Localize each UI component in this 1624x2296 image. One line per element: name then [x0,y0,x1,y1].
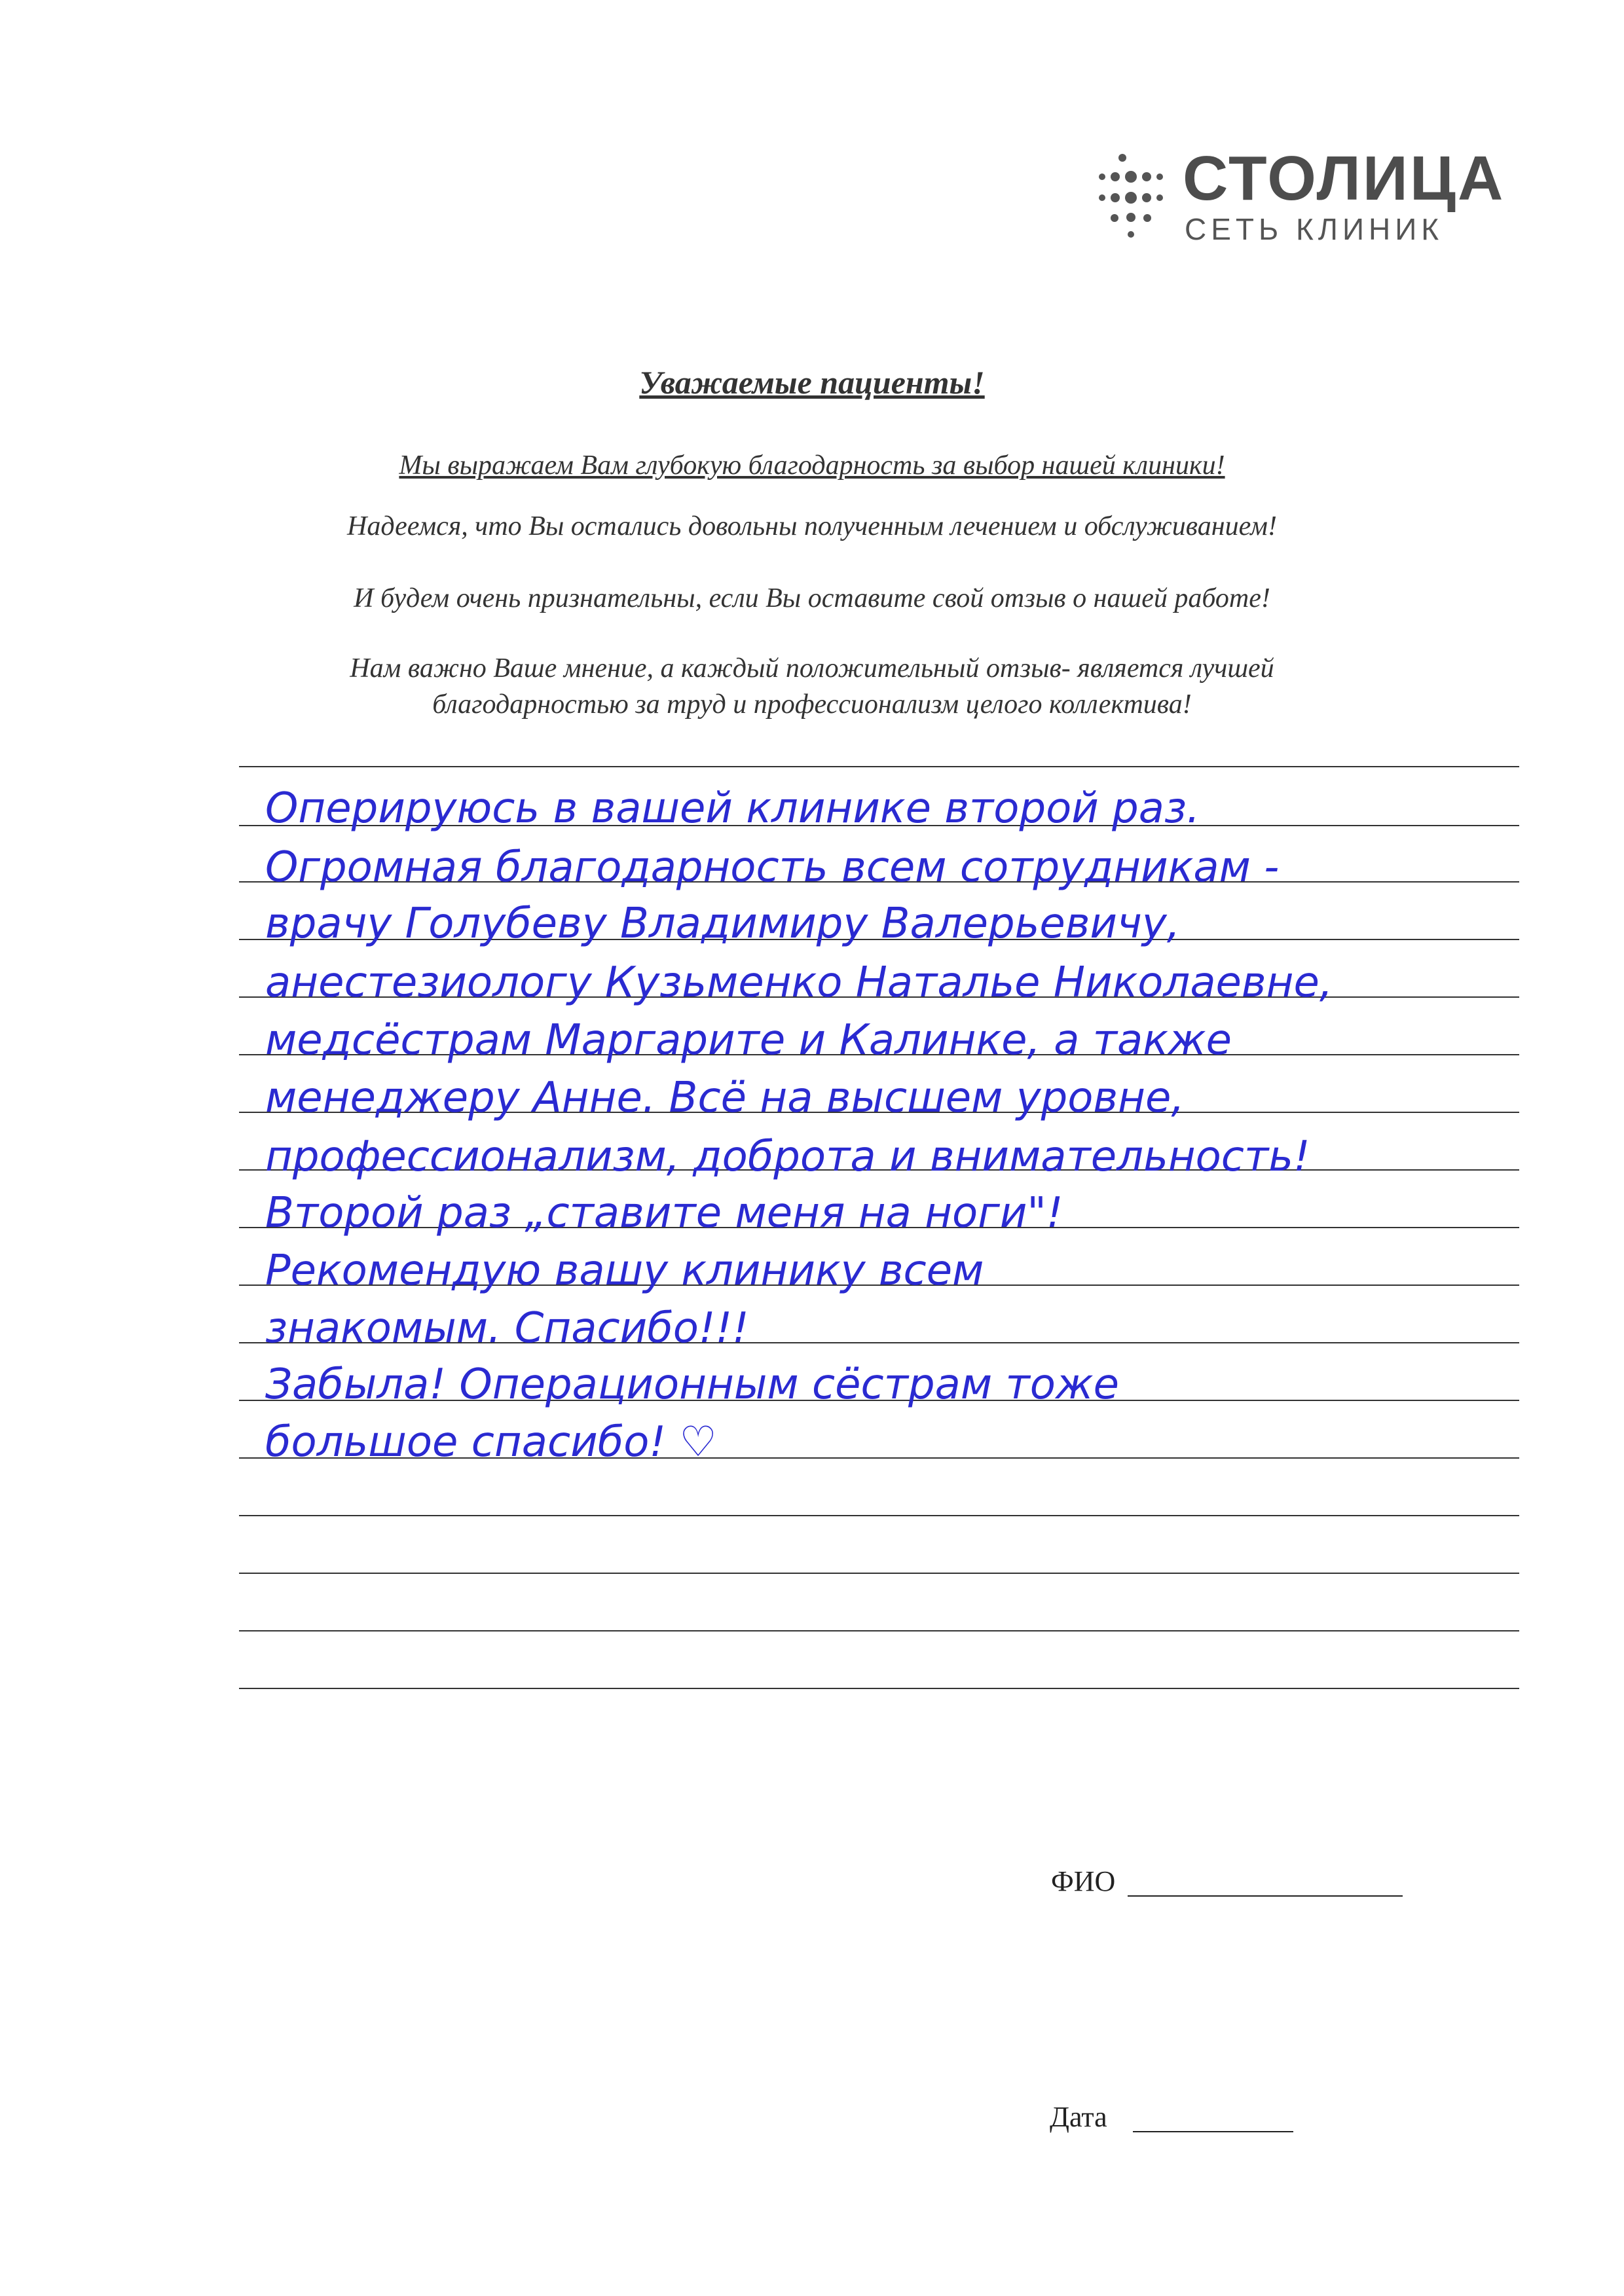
clinic-logo [1092,143,1524,246]
ruled-line [239,1630,1519,1631]
handwritten-line: Второй раз „ставите меня на ноги"! [265,1189,1063,1237]
logo-title: СТОЛИЦА [1183,143,1505,213]
handwritten-line: знакомым. Спасибо!!! [265,1304,749,1353]
page-heading: Уважаемые пациенты! [639,364,985,401]
ruled-line [239,1515,1519,1516]
handwritten-line: профессионализм, доброта и внимательность! [265,1133,1310,1181]
handwritten-line: Огромная благодарность всем сотрудникам - [265,843,1280,892]
handwritten-line: врачу Голубеву Владимиру Валерьевичу, [265,900,1181,948]
fio-field[interactable] [1128,1895,1403,1897]
intro-line-5: благодарностью за труд и профессионализм целого коллектива! [432,689,1192,720]
ruled-line [239,1573,1519,1574]
handwritten-line: Оперируюсь в вашей клинике второй раз. [265,784,1200,833]
ruled-line [239,1688,1519,1689]
intro-line-3: И будем очень признательны, если Вы оставите свой отзыв о нашей работе! [354,583,1270,613]
handwritten-line: менеджеру Анне. Всё на высшем уровне, [265,1074,1185,1122]
handwritten-line: медсёстрам Маргарите и Калинке, а также [265,1016,1232,1065]
logo-dots-icon [1092,154,1171,239]
handwritten-line: Рекомендую вашу клинику всем [265,1247,984,1295]
intro-line-1: Мы выражаем Вам глубокую благодарность за выбор нашей клиники! [399,450,1225,481]
ruled-line [239,766,1519,767]
intro-line-4: Нам важно Ваше мнение, а каждый положительный отзыв- является лучшей [350,653,1274,683]
date-field[interactable] [1133,2131,1293,2132]
logo-subtitle: СЕТЬ КЛИНИК [1185,212,1444,246]
handwritten-line: большое спасибо! ♡ [265,1418,717,1467]
handwritten-line: анестезиологу Кузьменко Наталье Николаевне, [265,958,1333,1007]
intro-line-2: Надеемся, что Вы остались довольны полученным лечением и обслуживанием! [347,511,1277,541]
date-label: Дата [1050,2101,1107,2133]
handwritten-line: Забыла! Операционным сёстрам тоже [265,1360,1119,1409]
review-writing-area [239,766,1519,1728]
fio-label: ФИО [1051,1865,1116,1897]
